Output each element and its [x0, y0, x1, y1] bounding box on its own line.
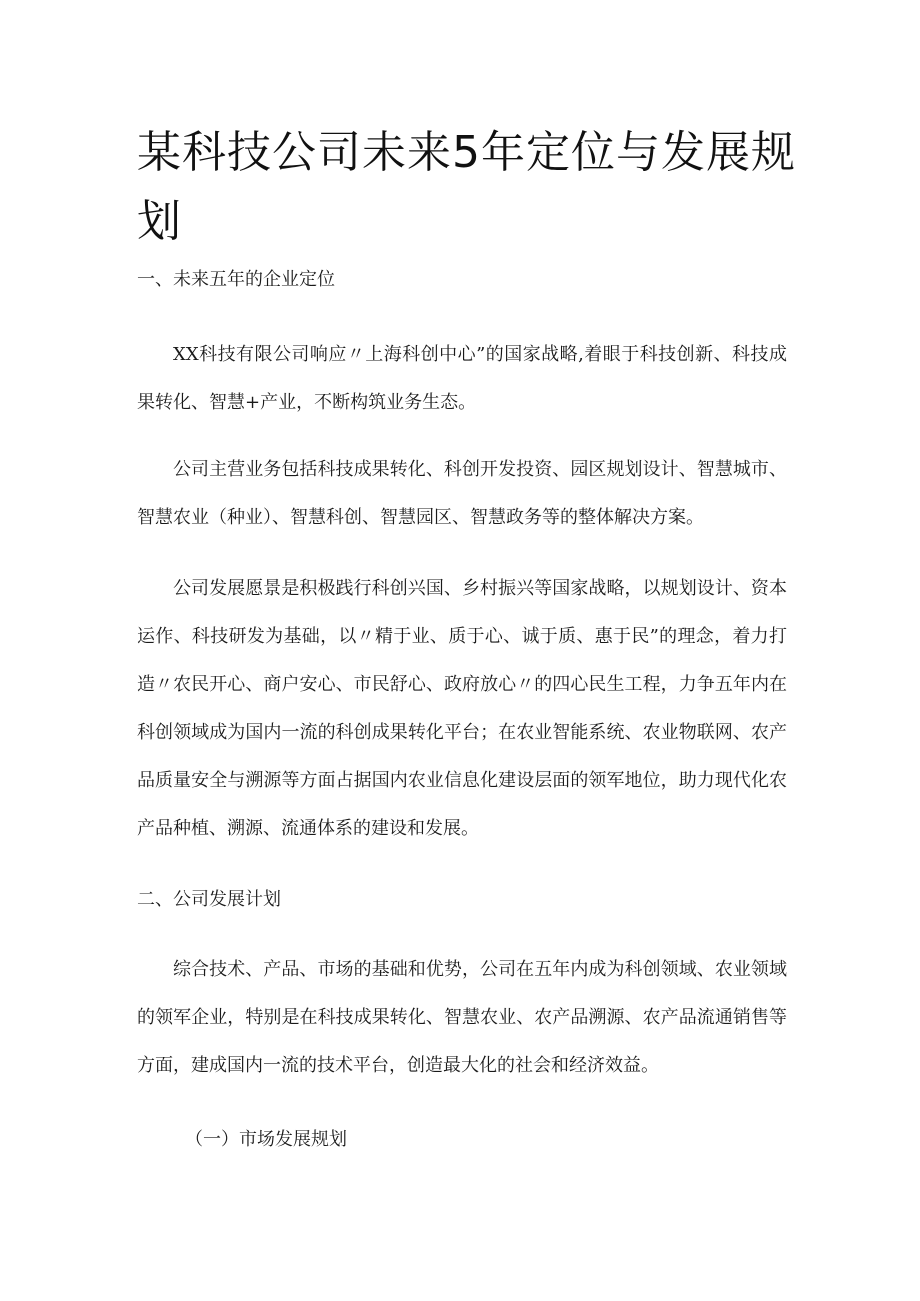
paragraph-strategy: XX科技有限公司响应〃上海科创中心”的国家战略,着眼于科技创新、科技成果转化、智慧+产业，不断构筑业务生态。 [137, 344, 787, 413]
paragraph-main-business: 公司主营业务包括科技成果转化、科创开发投资、园区规划设计、智慧城市、智慧农业（种业）、智慧科创、智慧园区、智慧政务等的整体解决方案。 [137, 459, 787, 528]
section-heading-positioning: 一、未来五年的企业定位 [137, 269, 335, 290]
paragraph-vision: 公司发展愿景是积极践行科创兴国、乡村振兴等国家战略，以规划设计、资本运作、科技研发为基础，以〃精于业、质于心、诚于质、惠于民”的理念，着力打造〃农民开心、商户安心、市民舒心、政府放心〃的四心民生工程，力争五年内在科创领域成为国内一流的科创成果转化平台；在农业智能系统、农业物联网、农产品质量安全与溯源等方面占据国内农业信息化建设层面的领军地位，助力现代化农产品种植、溯源、流通体系的建设和发展。 [137, 578, 787, 839]
document-title: 某科技公司未来5年定位与发展规划 [137, 127, 796, 247]
section-heading-development-plan: 二、公司发展计划 [137, 889, 281, 910]
subheading-market-plan: （一）市场发展规划 [185, 1129, 347, 1150]
paragraph-development-goal: 综合技术、产品、市场的基础和优势，公司在五年内成为科创领域、农业领域的领军企业，特别是在科技成果转化、智慧农业、农产品溯源、农产品流通销售等方面，建成国内一流的技术平台，创造最大化的社会和经济效益。 [137, 959, 787, 1076]
